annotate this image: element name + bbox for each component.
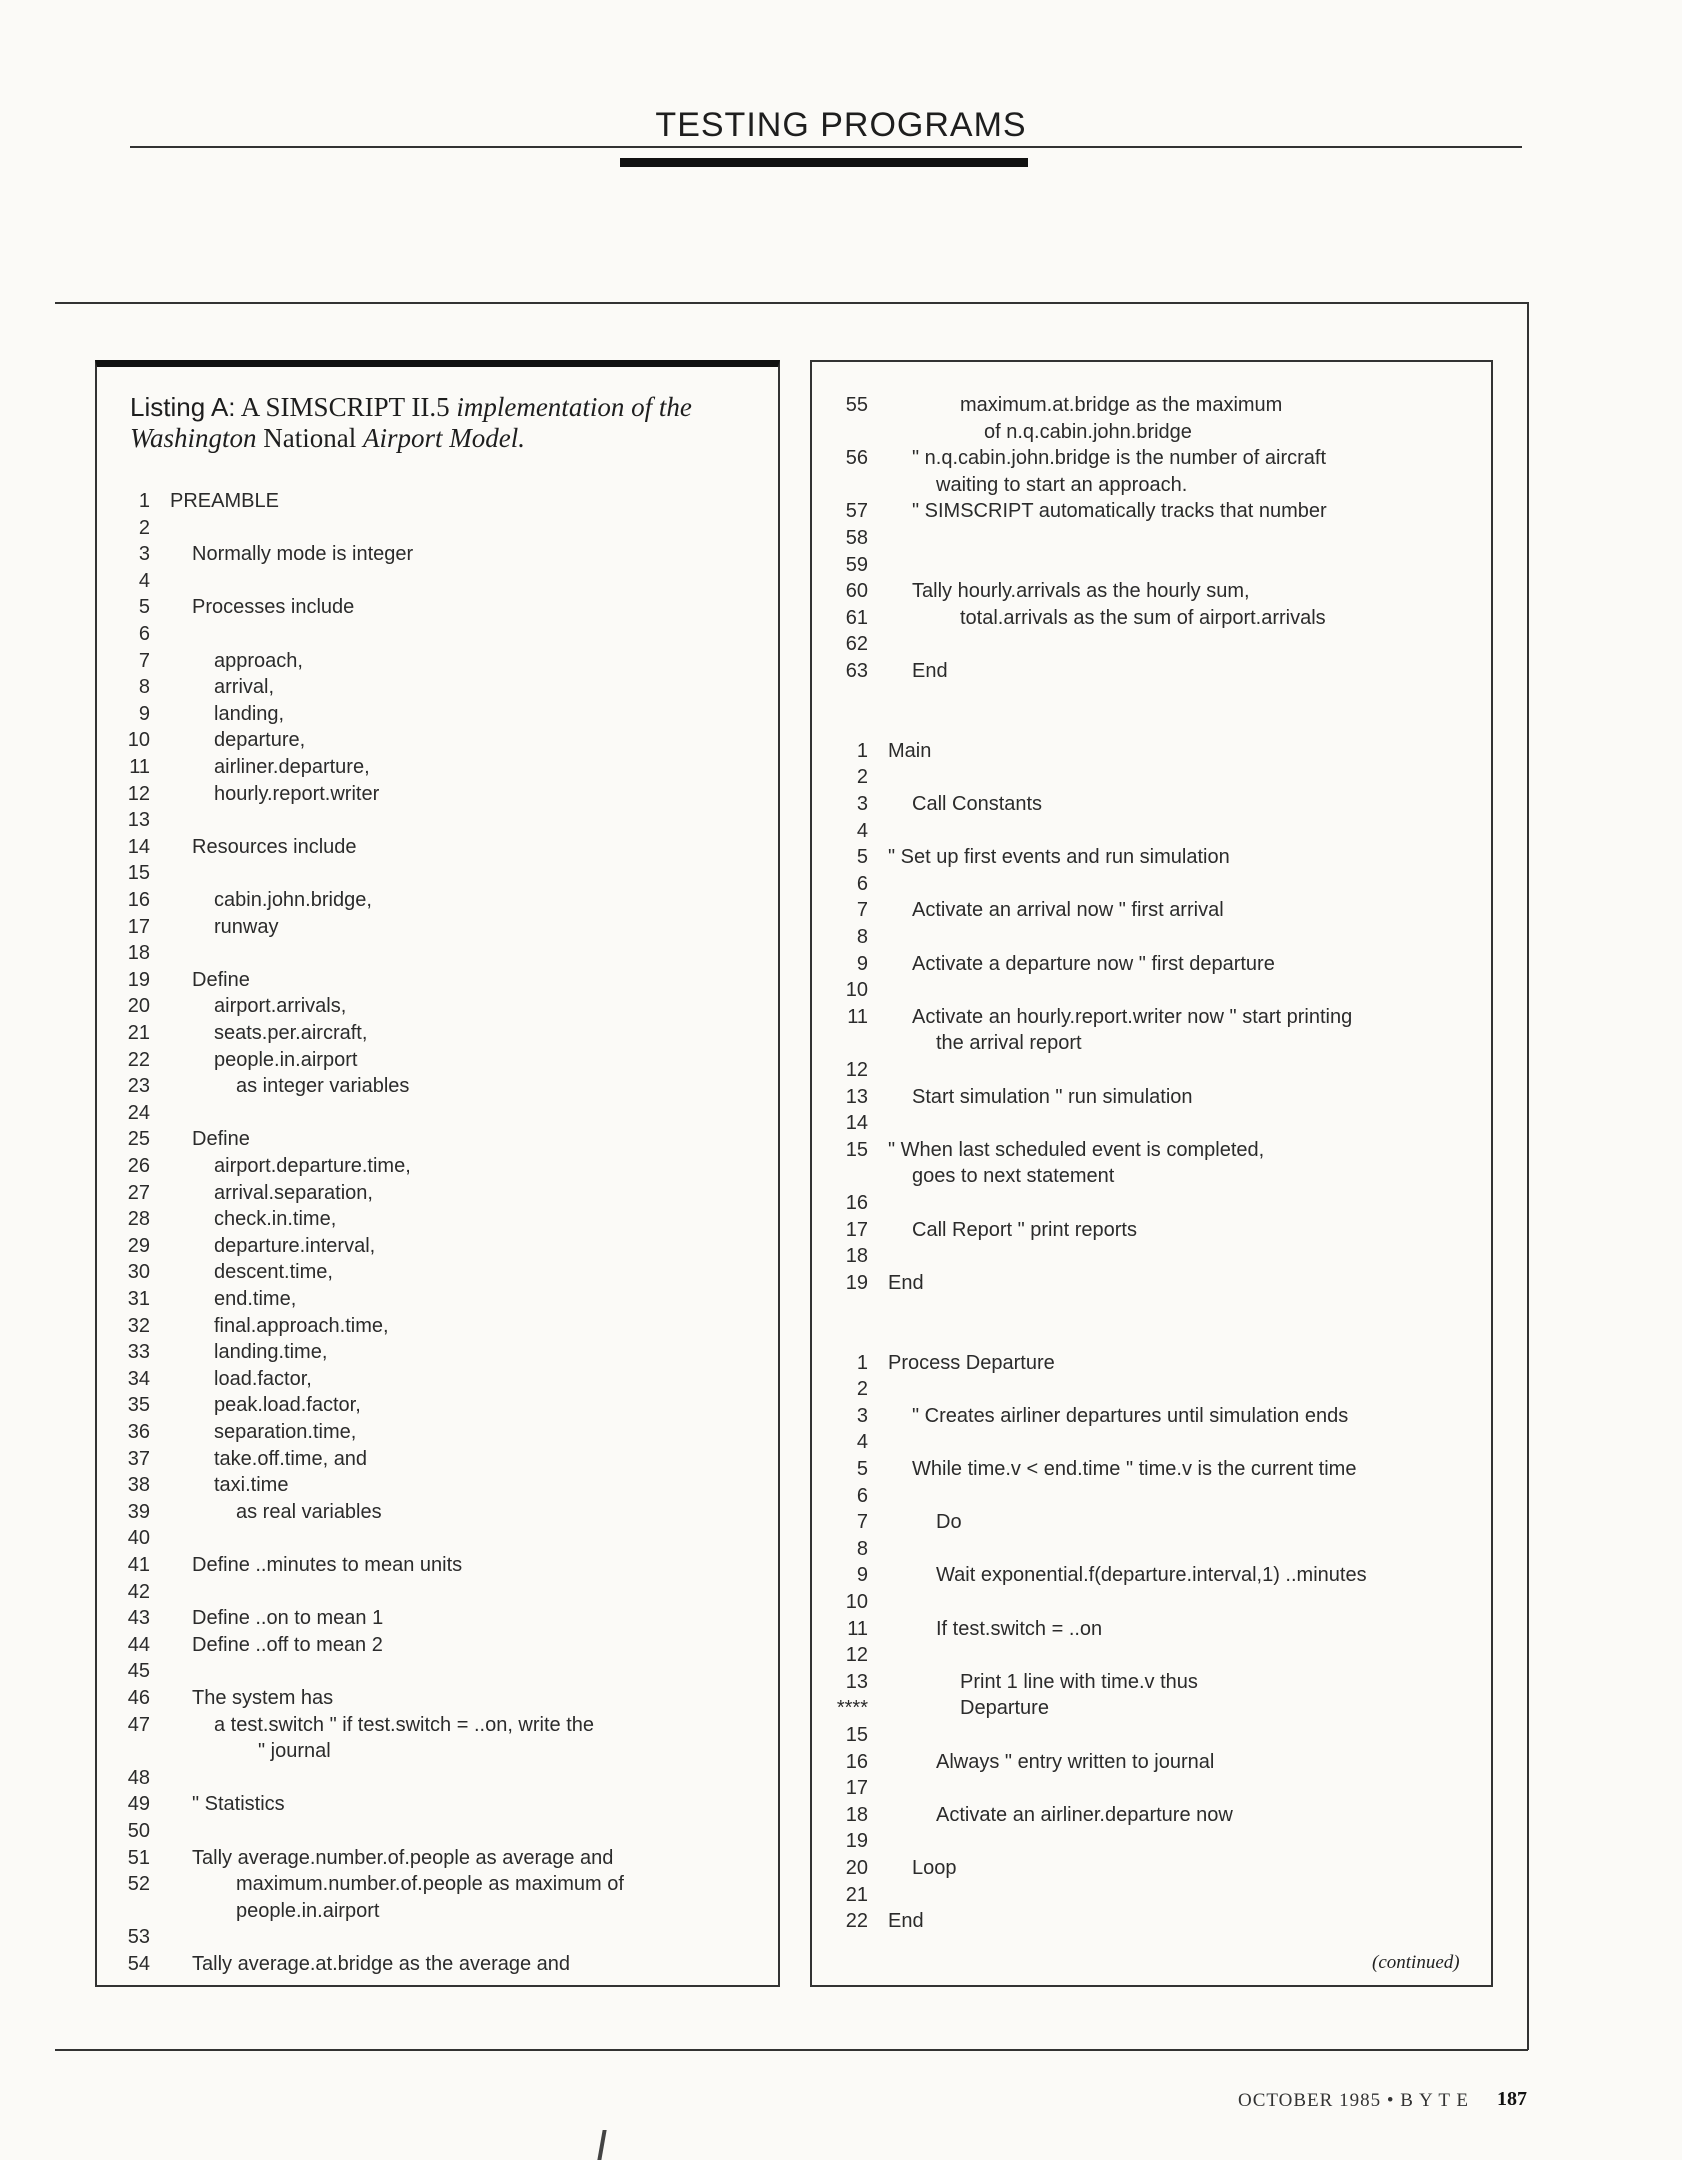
line-number: 10 (845, 1591, 868, 1613)
code-line: people.in.airport (214, 1048, 358, 1071)
code-line: Process Departure (888, 1351, 1055, 1374)
line-number: 56 (845, 447, 868, 470)
line-number: 3 (856, 1404, 868, 1427)
line-number: 63 (845, 660, 868, 682)
line-number: 35 (127, 1394, 150, 1417)
line-number: 5 (138, 596, 150, 619)
line-number: 1 (856, 739, 868, 762)
line-number: 12 (845, 1059, 868, 1081)
code-line: as integer variables (236, 1075, 410, 1098)
line-number: 36 (127, 1421, 150, 1443)
code-line: taxi.time (214, 1474, 289, 1497)
line-number: 32 (127, 1314, 150, 1337)
line-number: 57 (845, 500, 868, 523)
code-line: The system has (192, 1687, 334, 1709)
frame-right-rule (1527, 302, 1529, 2050)
continued-note: (continued) (1372, 1952, 1460, 1973)
line-number: 13 (845, 1085, 868, 1108)
code-line: PREAMBLE (170, 490, 279, 512)
line-number: 9 (856, 1564, 868, 1587)
code-line: " Statistics (192, 1793, 285, 1816)
listing-title-roman-2: National (263, 423, 357, 453)
line-number: 22 (127, 1048, 150, 1071)
line-number: 51 (127, 1846, 150, 1869)
code-line: " n.q.cabin.john.bridge is the number of aircraft (912, 447, 1326, 470)
code-line: Define ..minutes to mean units (192, 1554, 463, 1576)
code-line: airport.departure.time, (214, 1155, 411, 1177)
line-number: 3 (856, 793, 868, 815)
line-number: 10 (845, 979, 868, 1002)
code-line: End (888, 1271, 924, 1294)
code-line: arrival, (214, 676, 275, 699)
line-number: 11 (847, 1617, 868, 1640)
code-line: Activate an arrival now " first arrival (912, 899, 1224, 922)
listing-title (130, 392, 750, 454)
line-number: 11 (129, 756, 150, 778)
code-line: " Set up first events and run simulation (888, 846, 1230, 869)
line-number: 22 (845, 1910, 868, 1933)
code-line: " SIMSCRIPT automatically tracks that number (912, 500, 1327, 523)
code-line: Define (192, 968, 250, 991)
line-number: 19 (845, 1830, 868, 1853)
line-number: 61 (845, 606, 868, 629)
code-line: Call Report " print reports (912, 1218, 1137, 1241)
listing-title-italic-3: Airport Model. (363, 423, 526, 453)
line-number: 13 (845, 1670, 868, 1693)
line-number: 7 (138, 649, 150, 672)
line-number: 15 (845, 1138, 868, 1161)
line-number: 15 (845, 1724, 868, 1746)
code-line: Tally hourly.arrivals as the hourly sum, (912, 580, 1250, 603)
code-line: Tally average.number.of.people as average and (192, 1846, 614, 1869)
line-number: 8 (856, 926, 868, 948)
line-number: 59 (845, 553, 868, 576)
page-header-title: TESTING PROGRAMS (655, 106, 1027, 144)
line-number: 55 (845, 394, 868, 416)
line-number: 42 (127, 1580, 150, 1603)
code-line: final.approach.time, (214, 1314, 389, 1337)
line-number: 14 (127, 835, 150, 858)
line-number: 3 (138, 543, 150, 566)
code-line: a test.switch " if test.switch = ..on, write the (214, 1713, 595, 1736)
line-number: 16 (845, 1750, 868, 1773)
code-line: Call Constants (912, 793, 1043, 815)
line-number: 40 (127, 1527, 150, 1550)
line-number: 26 (127, 1155, 150, 1177)
line-number: 58 (845, 527, 868, 549)
code-line: departure, (214, 729, 306, 752)
line-number: 5 (856, 846, 868, 869)
line-number: 12 (127, 782, 150, 805)
line-number: 20 (127, 995, 150, 1018)
code-line: runway (214, 915, 279, 938)
line-number: 11 (847, 1005, 868, 1028)
code-line: cabin.john.bridge, (214, 889, 372, 911)
line-number: 60 (845, 580, 868, 603)
line-number: 17 (845, 1218, 868, 1241)
code-line: waiting to start an approach. (936, 473, 1188, 496)
line-number: 41 (127, 1554, 150, 1576)
code-line: Main (888, 739, 932, 762)
code-line: Print 1 line with time.v thus (960, 1670, 1198, 1693)
listing-title-italic-1: implementation of the (456, 392, 692, 422)
listing-label: Listing A: (130, 392, 236, 422)
line-number: 4 (856, 1431, 868, 1454)
line-number: 9 (856, 952, 868, 975)
code-line: End (888, 1910, 924, 1933)
line-number: 16 (845, 1192, 868, 1214)
code-line: Define (192, 1128, 250, 1151)
code-line: the arrival report (936, 1032, 1082, 1055)
listing-title-italic-2: Washington (130, 423, 257, 453)
line-number: 49 (127, 1793, 150, 1816)
line-number: 52 (127, 1873, 150, 1896)
line-number: 8 (138, 676, 150, 699)
line-number: 20 (845, 1857, 868, 1879)
code-line: Activate an hourly.report.writer now " start printing (912, 1005, 1353, 1028)
line-number: 12 (845, 1644, 868, 1667)
line-number: 6 (856, 872, 868, 895)
code-line: airport.arrivals, (214, 995, 347, 1018)
header-rule (130, 146, 1522, 148)
line-number: 34 (127, 1367, 150, 1390)
line-number: 45 (127, 1660, 150, 1683)
code-line: departure.interval, (214, 1234, 376, 1257)
code-line: Start simulation " run simulation (912, 1085, 1193, 1108)
frame-bottom-rule (55, 2049, 1528, 2051)
line-number: 6 (138, 623, 150, 645)
line-number: 31 (127, 1288, 150, 1310)
line-number: 23 (127, 1075, 150, 1098)
code-line: take.off.time, and (214, 1447, 368, 1470)
code-line: arrival.separation, (214, 1181, 373, 1204)
line-number: 48 (127, 1766, 150, 1789)
code-line: End (912, 660, 948, 682)
line-number: 9 (138, 702, 150, 725)
code-line: Normally mode is integer (192, 543, 414, 566)
code-line: " Creates airliner departures until simulation ends (912, 1404, 1349, 1427)
footer-page-number: 187 (1497, 2088, 1527, 2110)
line-number: 8 (856, 1537, 868, 1560)
code-line: descent.time, (214, 1261, 333, 1284)
bottom-mark (597, 2130, 606, 2160)
line-number: 21 (845, 1883, 868, 1906)
code-line: Departure (960, 1697, 1049, 1720)
line-number: 30 (127, 1261, 150, 1284)
line-number: 15 (127, 862, 150, 885)
line-number: 29 (127, 1234, 150, 1257)
line-number: 10 (127, 729, 150, 752)
code-line: seats.per.aircraft, (214, 1022, 368, 1044)
line-number: 62 (845, 633, 868, 656)
code-line: maximum.at.bridge as the maximum (960, 394, 1283, 416)
code-line: approach, (214, 649, 303, 672)
line-number: 16 (127, 889, 150, 911)
code-line: Always " entry written to journal (936, 1750, 1215, 1773)
line-number: 13 (127, 809, 150, 832)
code-line: end.time, (214, 1288, 297, 1310)
line-number: 17 (127, 915, 150, 938)
line-number: 39 (127, 1500, 150, 1523)
code-line: check.in.time, (214, 1208, 337, 1231)
line-number: 1 (856, 1351, 868, 1374)
code-line: maximum.number.of.people as maximum of (236, 1873, 624, 1896)
code-line: Processes include (192, 596, 355, 619)
code-line: Activate a departure now " first departure (912, 952, 1275, 975)
line-number: 2 (138, 516, 150, 539)
line-number: 4 (138, 569, 150, 592)
line-number: 4 (856, 819, 868, 842)
line-number: 19 (127, 968, 150, 991)
line-number: 54 (127, 1953, 150, 1975)
frame-top-rule (55, 302, 1528, 304)
line-number: 2 (856, 766, 868, 789)
line-number: 38 (127, 1474, 150, 1497)
line-number: 43 (127, 1607, 150, 1630)
line-number: 50 (127, 1820, 150, 1842)
line-number: 21 (127, 1022, 150, 1044)
line-number: 7 (856, 899, 868, 922)
code-line: Wait exponential.f(departure.interval,1) ..minutes (936, 1564, 1367, 1587)
code-line: of n.q.cabin.john.bridge (984, 420, 1192, 443)
code-line: landing.time, (214, 1341, 328, 1364)
code-line: While time.v < end.time " time.v is the current time (912, 1458, 1357, 1480)
code-line: Activate an airliner.departure now (936, 1803, 1233, 1826)
code-line: Resources include (192, 835, 357, 858)
line-number: 6 (856, 1484, 868, 1507)
code-line: Define ..on to mean 1 (192, 1607, 384, 1630)
header-bar (620, 158, 1028, 167)
code-line: If test.switch = ..on (936, 1617, 1103, 1640)
line-number: 47 (127, 1713, 150, 1736)
listing-title-roman: A SIMSCRIPT II.5 (240, 392, 450, 422)
code-line: Do (936, 1511, 962, 1534)
line-number: 5 (856, 1458, 868, 1480)
line-number: 24 (127, 1101, 150, 1124)
code-line: landing, (214, 702, 285, 725)
code-line: peak.load.factor, (214, 1394, 361, 1417)
line-number: 18 (845, 1803, 868, 1826)
code-line: total.arrivals as the sum of airport.arrivals (960, 606, 1326, 629)
code-line: Tally average.at.bridge as the average and (192, 1953, 571, 1975)
line-number: 46 (127, 1687, 150, 1709)
line-number: 28 (127, 1208, 150, 1231)
line-number: 44 (127, 1633, 150, 1656)
line-number: 53 (127, 1926, 150, 1949)
code-line: separation.time, (214, 1421, 357, 1443)
line-number: 25 (127, 1128, 150, 1151)
line-number: 27 (127, 1181, 150, 1204)
line-number: 18 (845, 1245, 868, 1268)
line-number: **** (836, 1697, 868, 1720)
line-number: 7 (856, 1511, 868, 1534)
code-line: load.factor, (214, 1367, 312, 1390)
code-line: hourly.report.writer (214, 782, 380, 805)
code-line: people.in.airport (236, 1899, 380, 1922)
code-line: Define ..off to mean 2 (192, 1633, 383, 1656)
line-number: 37 (127, 1447, 150, 1470)
code-line: Loop (912, 1857, 957, 1879)
code-line: goes to next statement (912, 1165, 1115, 1188)
line-number: 33 (127, 1341, 150, 1364)
line-number: 19 (845, 1271, 868, 1294)
footer-issue: OCTOBER 1985 • B Y T E (1238, 2090, 1469, 2111)
code-line: " journal (258, 1740, 331, 1763)
line-number: 14 (845, 1112, 868, 1135)
line-number: 2 (856, 1378, 868, 1401)
line-number: 1 (138, 490, 150, 512)
line-number: 17 (845, 1777, 868, 1800)
line-number: 18 (127, 942, 150, 965)
code-line: as real variables (236, 1500, 382, 1523)
code-line: " When last scheduled event is completed, (888, 1138, 1265, 1161)
code-line: airliner.departure, (214, 756, 370, 778)
